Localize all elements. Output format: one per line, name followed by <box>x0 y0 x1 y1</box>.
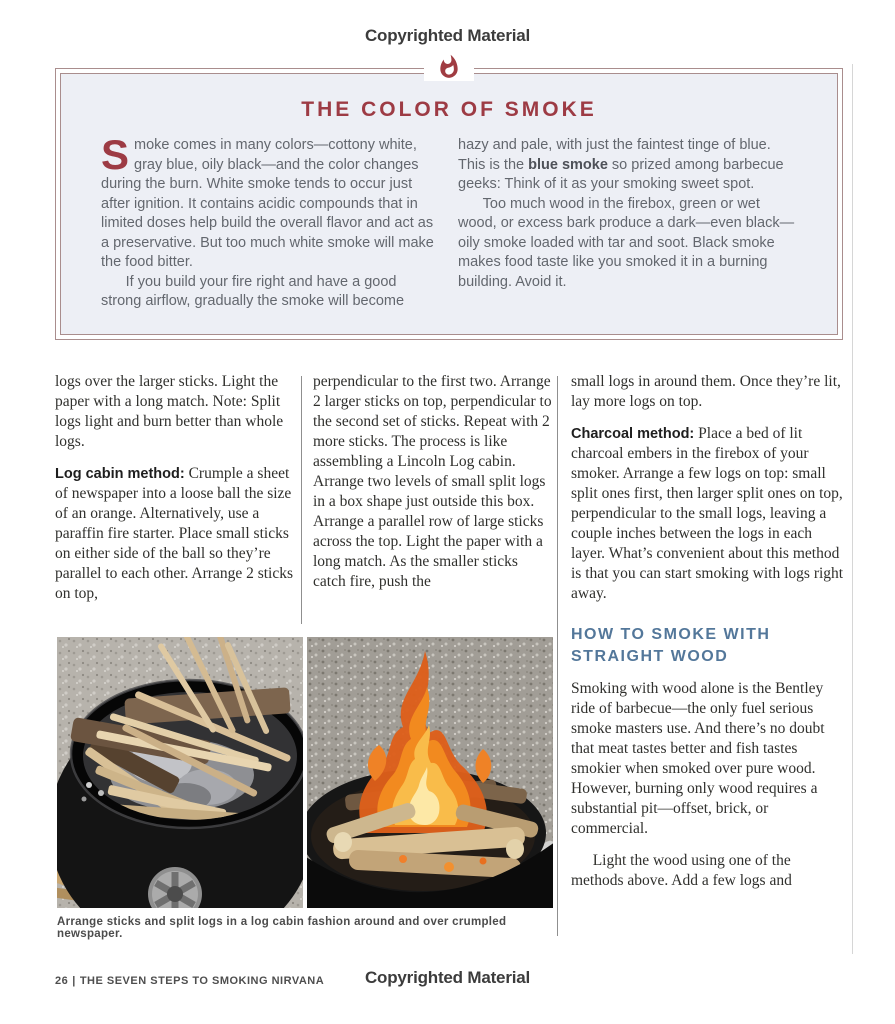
col3-paragraph-2: Smoking with wood alone is the Bentley ride of barbecue—the only fuel serious smoke masters use. And there’s no doubt that meat tastes better and fish tastes smokier when smoked over pure wood. However, burning only wood requires a substantial pit—offset, brick, or commercial. <box>571 679 825 837</box>
callout-inner-panel <box>60 73 838 335</box>
col3-paragraph-3: Light the wood using one of the methods above. Add a few logs and <box>571 851 792 889</box>
log-cabin-method-text: Crumple a sheet of newspaper into a loose ball the size of an orange. Alternatively, use a paraffin fire starter. Place small sticks on either side of the ball so they’re parallel to each other. Arrange 2 sticks on top, <box>55 465 294 602</box>
callout-columns <box>61 122 837 312</box>
callout-right-p1-before: hazy and pale, with just the faintest tinge of blue. This is the <box>458 137 771 173</box>
callout-right-paragraph-1 <box>458 136 797 195</box>
col3-paragraph-1: small logs in around them. Once they’re lit, lay more logs on top. <box>571 373 841 410</box>
callout-right-paragraph-2: Too much wood in the firebox, green or wet wood, or excess bark produce a dark—even black—oily smoke loaded with tar and soot. Black smoke makes food taste like you smoked it in a burning building. Avoid it. <box>458 195 795 290</box>
drop-cap: S <box>101 131 130 178</box>
body-column-2 <box>313 372 553 592</box>
callout-left-paragraph-2: If you build your fire right and have a good strong airflow, gradually the smoke will become <box>101 273 405 309</box>
body-column-1 <box>55 372 297 604</box>
col3-charcoal-method <box>571 424 845 604</box>
footer-book-section: THE SEVEN STEPS TO SMOKING NIRVANA <box>79 975 325 987</box>
charcoal-method-text: Place a bed of lit charcoal embers in the firebox of your smoker. Arrange a few logs on top: small split ones first, then larger split ones on top, perpendicular to the small logs, leaving a couple inches between the logs in each layer. What’s convenient about this method is that you can start smoking with logs right away. <box>571 425 844 602</box>
page-scan-edge <box>852 64 853 954</box>
charcoal-method-label: Charcoal method: <box>571 426 695 442</box>
callout-right-p1-after: so prized among barbecue geeks: Think of it as your smoking sweet spot. <box>458 156 784 192</box>
photo-burning-log-cabin-fire <box>307 637 553 908</box>
log-cabin-method-label: Log cabin method: <box>55 466 185 482</box>
callout-left-paragraph-1 <box>101 131 440 273</box>
section-heading-straight-wood: HOW TO SMOKE WITH STRAIGHT WOOD <box>571 626 771 666</box>
flame-icon <box>424 53 474 81</box>
body-column-3 <box>571 372 845 891</box>
color-of-smoke-callout <box>55 68 843 340</box>
column-divider-2 <box>557 376 558 936</box>
column-divider-1 <box>301 376 302 624</box>
footer-separator: | <box>72 975 76 987</box>
callout-left-column <box>101 131 440 312</box>
callout-right-column <box>458 136 797 312</box>
page-number: 26 <box>55 975 69 987</box>
col2-paragraph-1: perpendicular to the first two. Arrange 2 larger sticks on top, perpendicular to the second set of sticks. Repeat with 2 more sticks. The process is like assembling a Lincoln Log cabin. Arrange two levels of small split logs in a box shape just outside this box. Arrange a parallel row of large sticks across the top. Light the paper with a long match. As the smaller sticks catch fire, push the <box>313 373 552 590</box>
photo-unlit-log-cabin-fire <box>57 637 303 908</box>
callout-title: THE COLOR OF SMOKE <box>301 98 597 121</box>
col1-paragraph-1: logs over the larger sticks. Light the paper with a long match. Note: Split logs light and burn better than whole logs. <box>55 373 284 450</box>
blue-smoke-term: blue smoke <box>528 156 608 173</box>
copyright-notice-bottom: Copyrighted Material <box>364 968 531 987</box>
callout-left-p1-text: moke comes in many colors—cottony white, gray blue, oily black—and the color changes during the burn. White smoke tends to occur just after ignition. It contains acidic compounds that in limited doses help build the overall flavor and act as a preservative. But too much white smoke will make the food bitter. <box>101 137 434 270</box>
copyright-notice-top: Copyrighted Material <box>364 26 531 45</box>
figure-caption: Arrange sticks and split logs in a log cabin fashion around and over crumpled newspaper. <box>57 916 507 940</box>
col1-log-cabin-method <box>55 464 297 604</box>
